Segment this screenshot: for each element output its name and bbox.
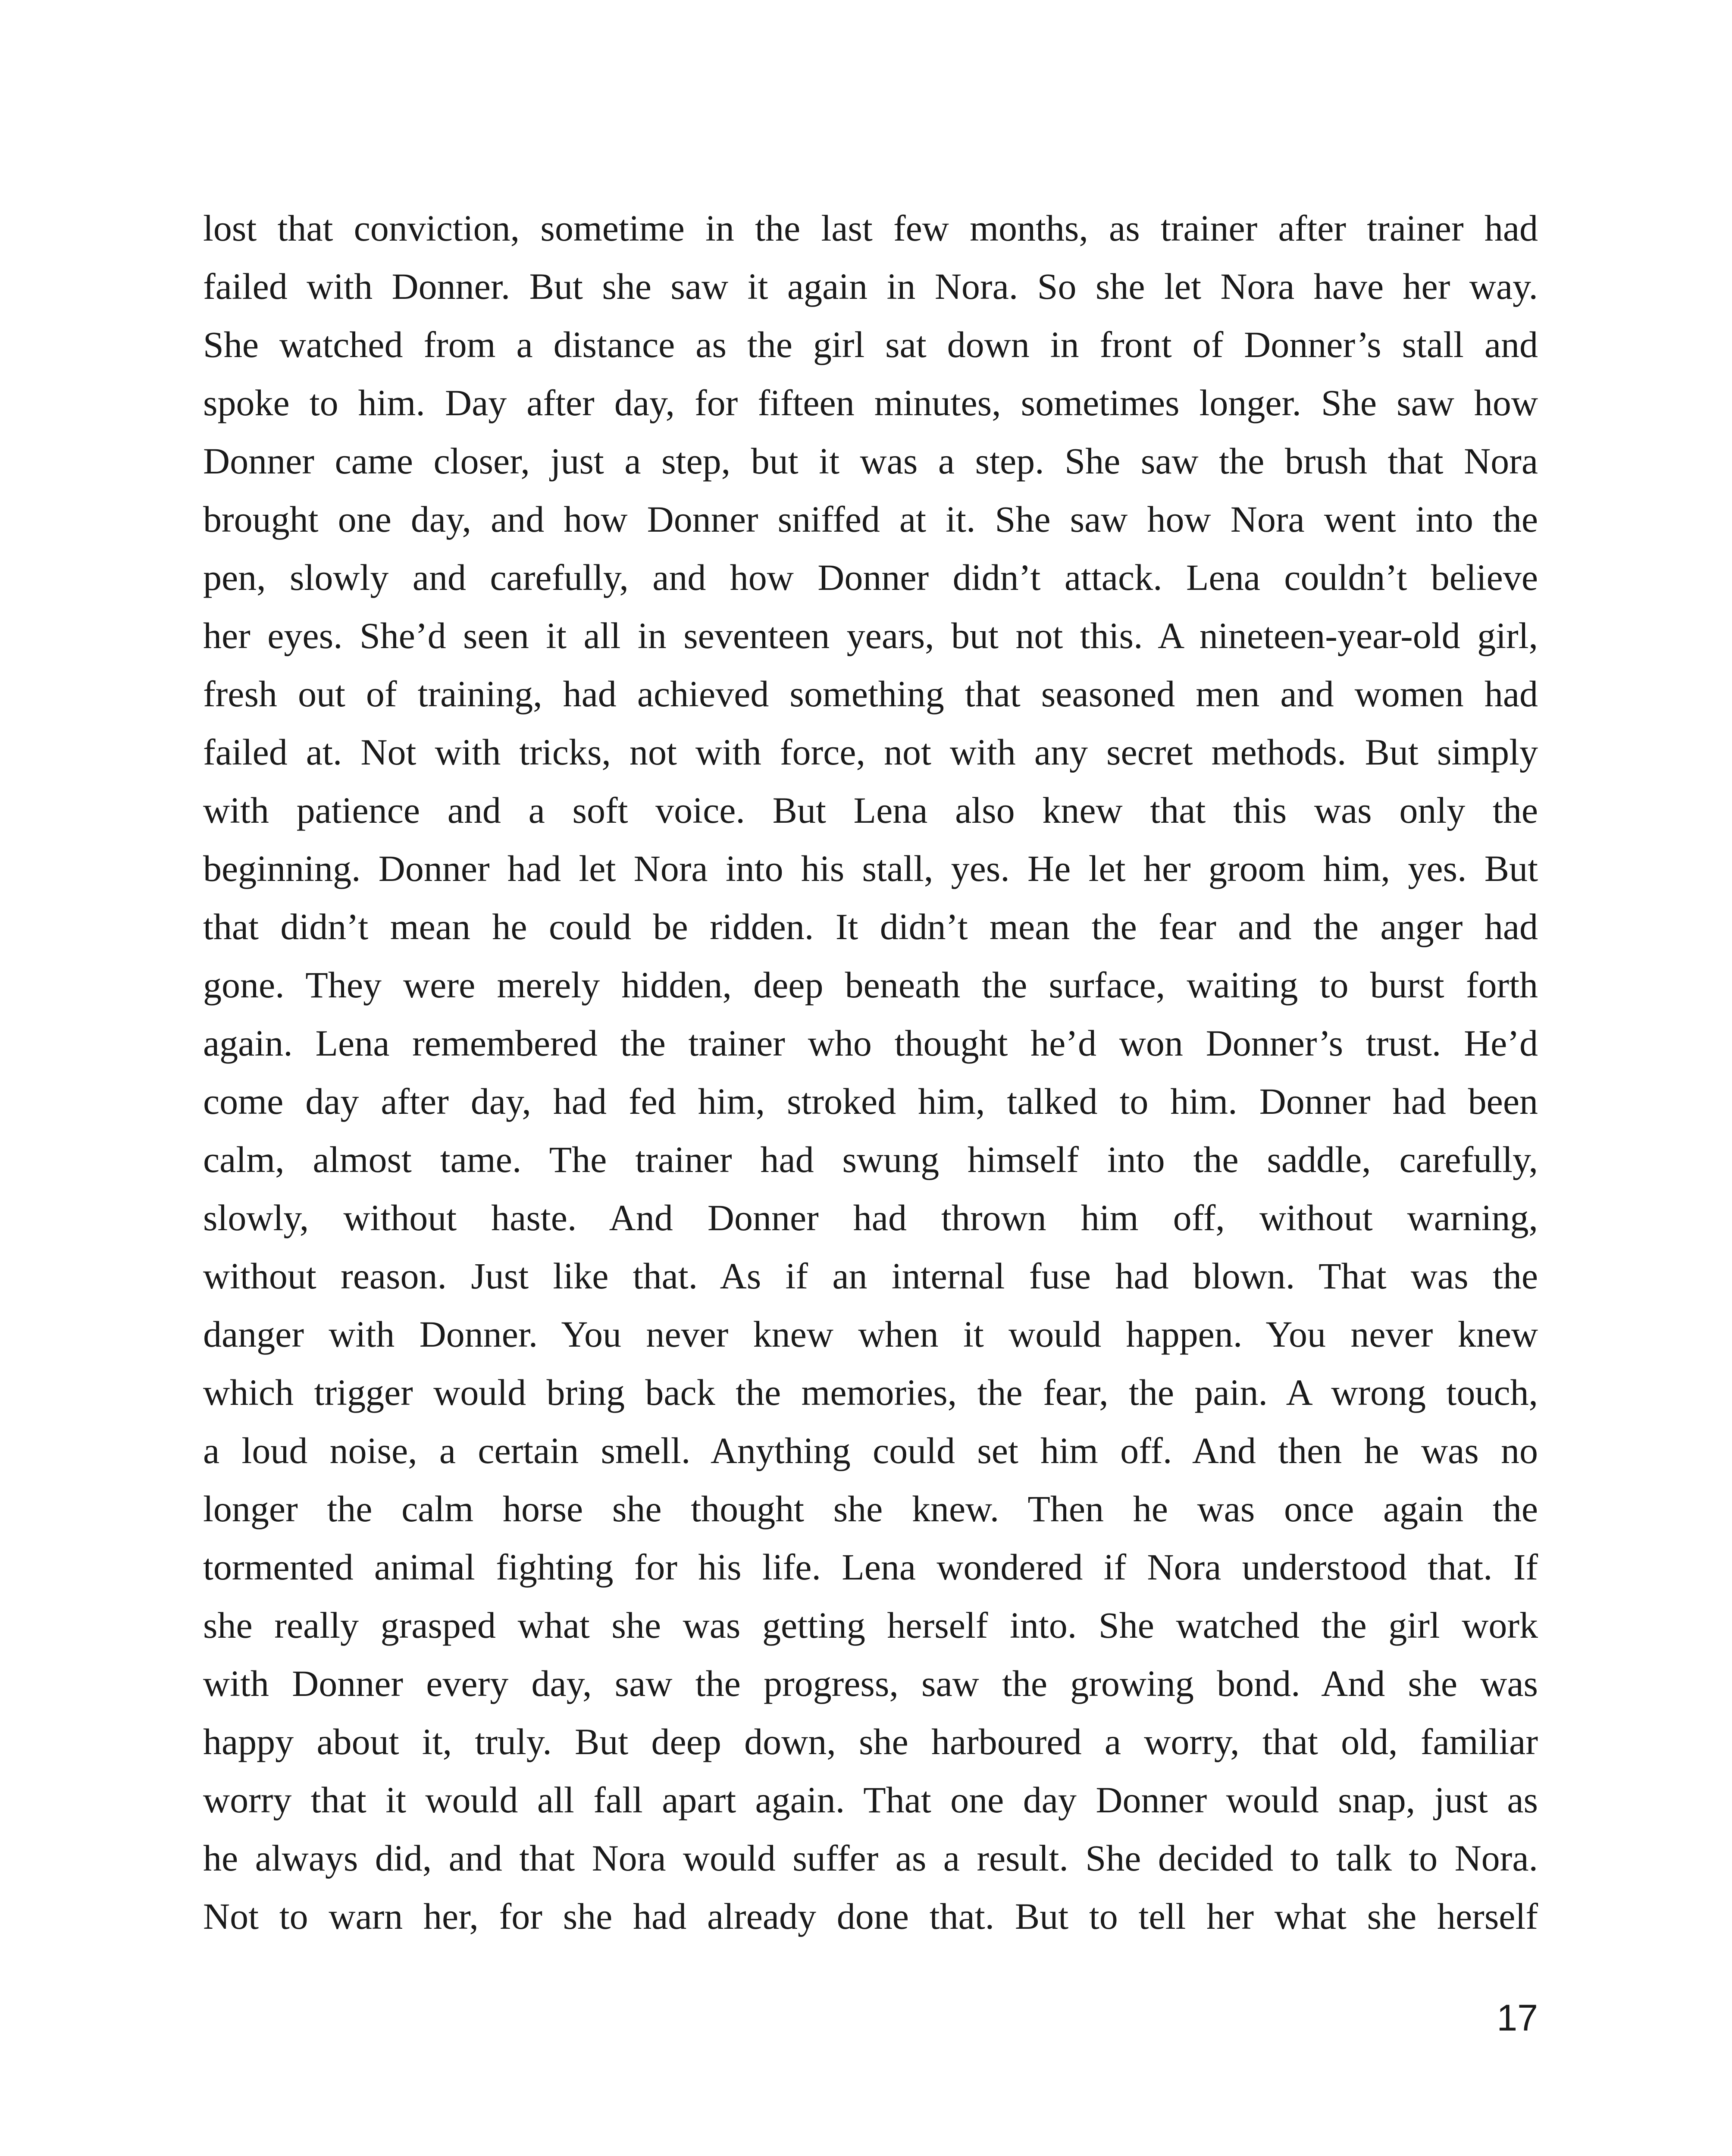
text-line: failed at. Not with tricks, not with force, not with any secret methods. But simply bbox=[203, 731, 1538, 773]
text-line: Not to warn her, for she had already done that. But to tell her what she herself bbox=[203, 1896, 1538, 1937]
text-line: beginning. Donner had let Nora into his stall, yes. He let her groom him, yes. But bbox=[203, 848, 1538, 889]
text-line: a loud noise, a certain smell. Anything could set him off. And then he was no bbox=[203, 1430, 1538, 1471]
text-line: longer the calm horse she thought she knew. Then he was once again the bbox=[203, 1488, 1538, 1529]
text-line: brought one day, and how Donner sniffed at it. She saw how Nora went into the bbox=[203, 498, 1538, 540]
text-line: without reason. Just like that. As if an internal fuse had blown. That was the bbox=[203, 1255, 1538, 1297]
text-line: gone. They were merely hidden, deep beneath the surface, waiting to burst forth bbox=[203, 964, 1538, 1006]
text-line: with patience and a soft voice. But Lena also knew that this was only the bbox=[203, 790, 1538, 831]
text-line: fresh out of training, had achieved something that seasoned men and women had bbox=[203, 673, 1538, 714]
text-line: failed with Donner. But she saw it again in Nora. So she let Nora have her way. bbox=[203, 266, 1538, 307]
text-line: which trigger would bring back the memories, the fear, the pain. A wrong touch, bbox=[203, 1372, 1538, 1413]
text-line: She watched from a distance as the girl sat down in front of Donner’s stall and bbox=[203, 324, 1538, 365]
text-line: Donner came closer, just a step, but it was a step. She saw the brush that Nora bbox=[203, 440, 1538, 482]
text-line: that didn’t mean he could be ridden. It didn’t mean the fear and the anger had bbox=[203, 906, 1538, 947]
text-line: tormented animal fighting for his life. Lena wondered if Nora understood that. If bbox=[203, 1546, 1538, 1588]
text-line: her eyes. She’d seen it all in seventeen years, but not this. A nineteen-year-old girl, bbox=[203, 615, 1538, 656]
text-line: worry that it would all fall apart again. That one day Donner would snap, just as bbox=[203, 1779, 1538, 1821]
body-text bbox=[203, 199, 1538, 1946]
text-line: with Donner every day, saw the progress, saw the growing bond. And she was bbox=[203, 1663, 1538, 1704]
text-line: lost that conviction, sometime in the last few months, as trainer after trainer had bbox=[203, 207, 1538, 249]
text-line: pen, slowly and carefully, and how Donner didn’t attack. Lena couldn’t believe bbox=[203, 557, 1538, 598]
text-line: again. Lena remembered the trainer who thought he’d won Donner’s trust. He’d bbox=[203, 1022, 1538, 1064]
text-line: calm, almost tame. The trainer had swung himself into the saddle, carefully, bbox=[203, 1139, 1538, 1180]
text-line: slowly, without haste. And Donner had thrown him off, without warning, bbox=[203, 1197, 1538, 1238]
text-line: she really grasped what she was getting herself into. She watched the girl work bbox=[203, 1604, 1538, 1646]
text-line: happy about it, truly. But deep down, she harboured a worry, that old, familiar bbox=[203, 1721, 1538, 1762]
text-line: he always did, and that Nora would suffer as a result. She decided to talk to Nora. bbox=[203, 1837, 1538, 1879]
page-number: 17 bbox=[1497, 1997, 1538, 2039]
text-line: come day after day, had fed him, stroked him, talked to him. Donner had been bbox=[203, 1081, 1538, 1122]
text-line: danger with Donner. You never knew when it would happen. You never knew bbox=[203, 1313, 1538, 1355]
text-line: spoke to him. Day after day, for fifteen minutes, sometimes longer. She saw how bbox=[203, 382, 1538, 423]
